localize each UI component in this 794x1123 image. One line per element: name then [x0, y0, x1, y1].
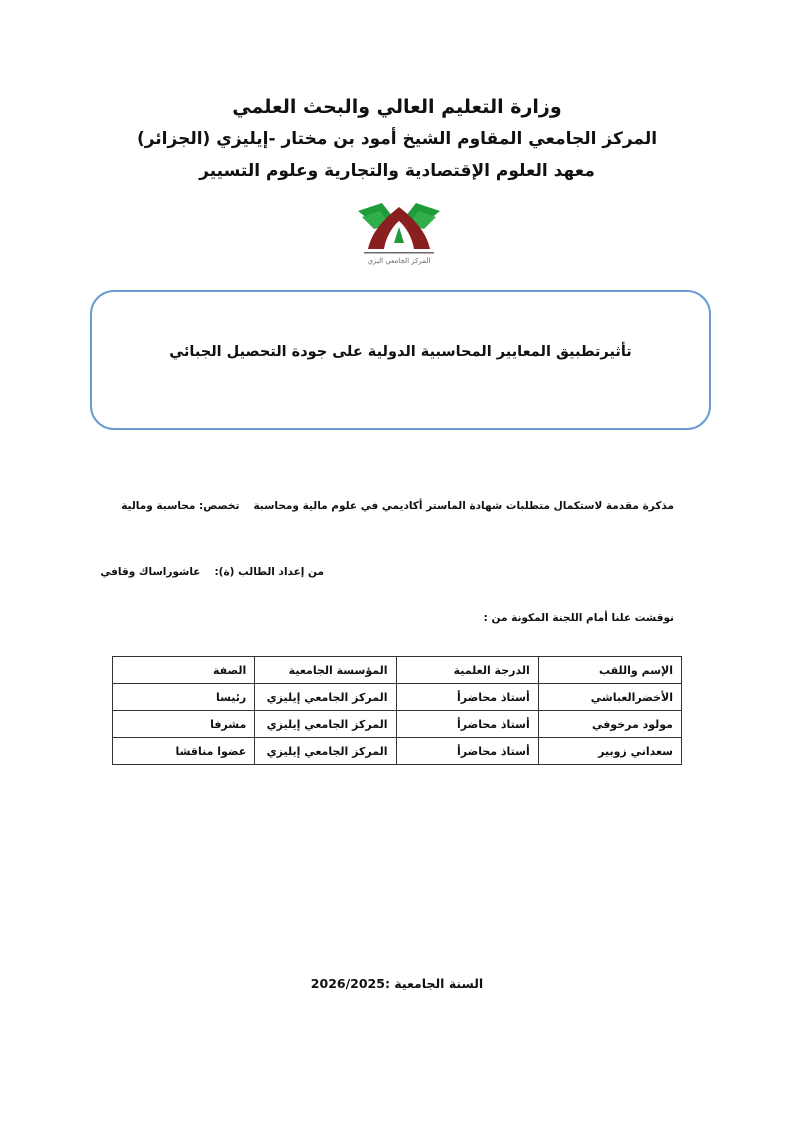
header-name: الإسم واللقب — [538, 657, 681, 684]
student-line — [100, 566, 324, 578]
jury-name: مولود مرخوفي — [538, 711, 681, 738]
institute-title: معهد العلوم الإقتصادية والتجارية وعلوم التسيير — [199, 161, 595, 181]
jury-institution: المركز الجامعي إيليزي — [255, 711, 396, 738]
jury-table — [112, 656, 682, 765]
student-name: عاشوراساك وقافي — [100, 566, 201, 578]
jury-role: مشرفا — [113, 711, 255, 738]
thesis-title-box — [90, 290, 711, 430]
jury-table-header — [113, 657, 682, 684]
jury-institution: المركز الجامعي إيليزي — [255, 684, 396, 711]
header-rank: الدرجة العلمية — [396, 657, 538, 684]
jury-rank: أستاذ محاضرأ — [396, 711, 538, 738]
jury-role: رئيسا — [113, 684, 255, 711]
logo-caption: المركز الجامعي اليزي — [367, 257, 431, 265]
table-row — [113, 738, 682, 765]
memo-text: مذكرة مقدمة لاستكمال متطلبات شهادة الماستر أكاديمي في علوم مالية ومحاسبة — [253, 500, 674, 512]
table-row — [113, 684, 682, 711]
jury-rank: أستاذ محاضرأ — [396, 684, 538, 711]
memo-statement — [121, 500, 674, 512]
jury-name: الأخضرالعباشي — [538, 684, 681, 711]
header-institution: المؤسسة الجامعية — [255, 657, 396, 684]
student-label: من إعداد الطالب (ة): — [214, 566, 324, 578]
jury-institution: المركز الجامعي إيليزي — [255, 738, 396, 765]
university-center-title: المركز الجامعي المقاوم الشيخ أمود بن مختار -إيليزي (الجزائر) — [136, 129, 658, 149]
thesis-title: تأثيرتطبيق المعايير المحاسبية الدولية على جودة التحصيل الجبائي — [169, 344, 632, 360]
jury-name: سعداني زوبير — [538, 738, 681, 765]
academic-year: السنة الجامعية :2026/2025 — [310, 976, 484, 991]
jury-role: عضوا مناقشا — [113, 738, 255, 765]
committee-intro: نوقشت علنا أمام اللجنة المكونة من : — [483, 612, 674, 624]
specialty-text: تخصص: محاسبة ومالية — [121, 500, 240, 512]
ministry-title: وزارة التعليم العالي والبحث العلمي — [232, 96, 562, 118]
university-logo — [354, 197, 444, 267]
jury-rank: أستاذ محاضرأ — [396, 738, 538, 765]
header-role: الصفة — [113, 657, 255, 684]
table-row — [113, 711, 682, 738]
